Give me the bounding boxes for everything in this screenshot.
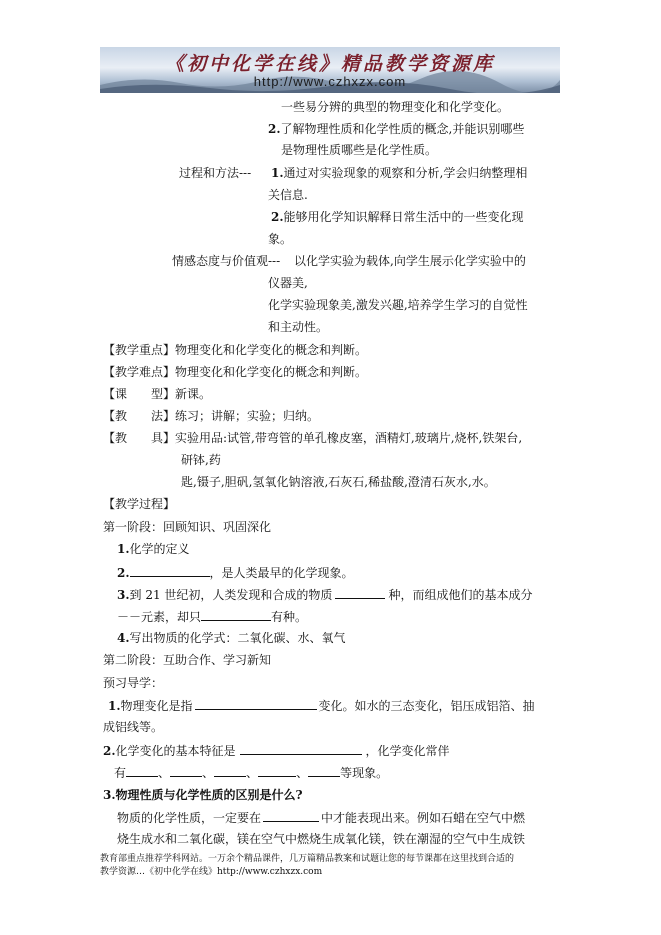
stage2-q3-answer-continuation: 烧生成水和二氧化碳，镁在空气中燃烧生成氧化镁，铁在潮湿的空气中生成铁 [117,832,526,846]
stage2-q2-text-a: 化学变化的基本特征是 [115,744,236,758]
stage1-q3-blank-1[interactable] [335,586,385,599]
teaching-method-text: 练习；讲解；实验；归纳。 [175,409,320,423]
stage1-q2-number: 2. [117,566,130,580]
emotion-continuation-3: 和主动性。 [268,320,329,334]
stage1-heading: 第一阶段：回顾知识、巩固深化 [103,520,272,534]
teaching-difficulty-label: 【教学难点】 [103,365,176,379]
teaching-difficulty [103,364,367,380]
stage2-q2-blank-2[interactable] [170,764,202,777]
process-item2-continuation: 象。 [268,232,293,246]
stage2-q3 [103,787,303,803]
lesson-type-label: 【课 型】 [103,387,176,401]
stage2-q2-sep-4: 、 [296,766,309,780]
header-banner [100,47,560,93]
process-item2-number: 2. [271,210,284,224]
stage2-q2-blank-4[interactable] [258,764,296,777]
knowledge-item2-continuation: 是物理性质哪些是化学性质。 [281,143,438,157]
emotion-text: 以化学实验为载体,向学生展示化学实验中的 [294,254,526,268]
stage2-q3-text: 物理性质与化学性质的区别是什么? [115,788,303,802]
teaching-tools-continuation-1: 研钵,药 [181,453,221,467]
stage2-q2-text-b: ，化学变化常伴 [365,744,450,758]
stage2-q3-answer-b: 中才能表现出来。例如石蜡在空气中燃 [321,811,526,825]
footer-url[interactable]: http://www.czhxzx.com [217,867,323,877]
stage1-q3-continuation [117,608,307,625]
emotion-continuation-2: 化学实验现象美,激发兴趣,培养学生学习的自觉性 [268,298,528,312]
stage2-q2-cont-a: 有 [114,766,127,780]
stage1-q3-cont-b: 有种。 [271,610,308,624]
teaching-focus-text: 物理变化和化学变化的概念和判断。 [175,343,368,357]
stage2-q2-sep-3: 、 [246,766,259,780]
emotion-continuation-1: 仪器美, [268,276,308,290]
stage2-q2-sep-1: 、 [158,766,171,780]
process-item1-text: 通过对实验现象的观察和分析,学会归纳整理相 [283,166,528,180]
stage2-q3-blank[interactable] [263,809,319,822]
process-item2 [271,209,524,225]
stage1-q1-number: 1. [117,542,130,556]
stage2-q2-blank[interactable] [240,742,362,755]
stage1-q2 [117,564,354,581]
stage2-q3-number: 3. [103,788,116,802]
stage2-q1-blank[interactable] [195,697,317,710]
stage2-q2-sep-2: 、 [202,766,215,780]
stage1-q2-blank[interactable] [130,564,210,577]
footer-site-name: 教学资源…《初中化学在线》 [100,867,218,877]
stage1-q1 [117,541,190,557]
teaching-tools-label: 【教 具】 [103,431,176,445]
knowledge-item2-number: 2. [268,122,281,136]
stage2-q1-number: 1. [108,699,121,713]
teaching-focus-label: 【教学重点】 [103,343,176,357]
stage2-heading: 第二阶段：互助合作、学习新知 [103,653,272,667]
stage1-q2-text: ，是人类最早的化学现象。 [209,566,354,580]
process-item1-continuation: 关信息. [268,188,308,202]
process-item1-number: 1. [271,166,284,180]
stage2-q2 [103,742,450,759]
banner-title: 《初中化学在线》精品教学资源库 [164,53,495,75]
stage1-q3 [117,586,532,603]
stage1-q1-text: 化学的定义 [129,542,190,556]
stage2-q3-answer [117,809,525,826]
lesson-type-text: 新课。 [175,387,212,401]
emotion-label: 情感态度与价值观--- [172,254,281,268]
knowledge-item2-text: 了解物理性质和化学性质的概念,并能识别哪些 [280,122,525,136]
footer-line-2 [100,866,322,878]
teaching-difficulty-text: 物理变化和化学变化的概念和判断。 [175,365,368,379]
stage2-q2-blank-5[interactable] [308,764,340,777]
process-method-label: 过程和方法--- [179,166,252,180]
stage2-q2-continuation [114,764,388,781]
stage1-q3-cont-a: －－元素，却只 [117,610,202,624]
stage2-q1 [108,697,535,714]
stage2-q1-text-a: 物理变化是指 [120,699,193,713]
knowledge-item2 [268,121,524,137]
stage1-q4-text: 写出物质的化学式：二氧化碳、水、氧气 [129,631,346,645]
knowledge-item1-continuation: 一些易分辨的典型的物理变化和化学变化。 [281,100,510,114]
stage1-q3-blank-2[interactable] [201,608,271,621]
stage2-q3-answer-a: 物质的化学性质，一定要在 [117,811,262,825]
banner-url[interactable]: http://www.czhxzx.com [253,74,407,89]
teaching-tools-text: 实验用品:试管,带弯管的单孔橡皮塞，酒精灯,玻璃片,烧杯,铁架台, [175,431,523,445]
stage2-q2-blank-3[interactable] [214,764,246,777]
teaching-tools [103,430,522,446]
stage2-q1-continuation: 成铝线等。 [103,720,164,734]
stage2-q2-number: 2. [103,744,116,758]
teaching-focus [103,342,367,358]
process-item1 [271,165,527,181]
lesson-type [103,386,211,402]
process-item2-text: 能够用化学知识解释日常生活中的一些变化现 [283,210,524,224]
teaching-method [103,408,319,424]
stage2-q2-cont-b: 等现象。 [340,766,389,780]
stage2-q1-text-b: 变化。如水的三态变化，铝压成铝箔、抽 [318,699,535,713]
stage1-q3-number: 3. [117,588,130,602]
teaching-tools-continuation-2: 匙,镊子,胆矾,氢氧化钠溶液,石灰石,稀盐酸,澄清石灰水,水。 [181,475,496,489]
stage1-q3-text-b: 种，而组成他们的基本成分 [388,588,533,602]
teaching-method-label: 【教 法】 [103,409,176,423]
teaching-process-heading: 【教学过程】 [103,497,176,511]
stage2-q2-blank-1[interactable] [126,764,158,777]
stage1-q3-text-a: 到 21 世纪初，人类发现和合成的物质 [129,588,333,602]
preview-guide-heading: 预习导学： [103,676,164,690]
stage1-q4 [117,630,346,646]
stage1-q4-number: 4. [117,631,130,645]
footer-line-1: 教育部重点推荐学科网站。一万余个精品课件，几万篇精品教案和试题让您的每节课都在这里找到合适的 [100,854,515,864]
